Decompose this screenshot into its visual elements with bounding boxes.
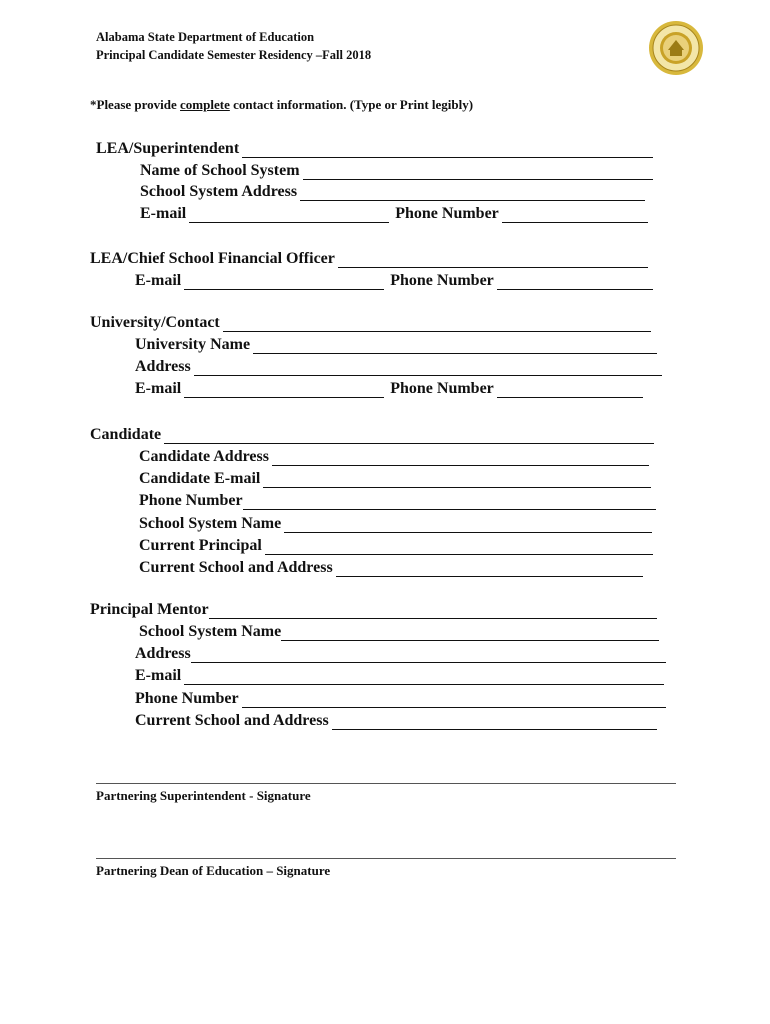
dean-signature-line[interactable] — [96, 858, 676, 859]
lea-superintendent-field[interactable]: LEA/Superintendent — [96, 138, 653, 158]
candidate-email-line[interactable] — [263, 473, 651, 488]
document-header — [96, 28, 371, 64]
candidate-address-field[interactable]: Candidate Address — [139, 446, 649, 466]
cfo-line[interactable] — [338, 253, 648, 268]
candidate-school-address-line[interactable] — [336, 562, 643, 577]
university-address-field[interactable]: Address — [135, 356, 662, 376]
school-system-address-field[interactable]: School System Address — [140, 181, 645, 201]
mentor-address-line[interactable] — [191, 648, 666, 663]
candidate-address-line[interactable] — [272, 451, 649, 466]
lea-phone-line[interactable] — [502, 208, 648, 223]
mentor-phone-field[interactable]: Phone Number — [135, 688, 666, 708]
candidate-field[interactable]: Candidate — [90, 424, 654, 444]
lea-email-field[interactable]: E-mail Phone Number — [140, 203, 648, 223]
cfo-phone-line[interactable] — [497, 275, 653, 290]
cfo-email-field[interactable]: E-mail Phone Number — [135, 270, 653, 290]
university-contact-line[interactable] — [223, 317, 651, 332]
mentor-school-address-field[interactable]: Current School and Address — [135, 710, 657, 730]
candidate-email-field[interactable]: Candidate E-mail — [139, 468, 651, 488]
lea-superintendent-line[interactable] — [242, 143, 653, 158]
candidate-school-system-line[interactable] — [284, 518, 652, 533]
superintendent-signature-line[interactable] — [96, 783, 676, 784]
university-contact-field[interactable]: University/Contact — [90, 312, 651, 332]
candidate-school-address-field[interactable]: Current School and Address — [139, 557, 643, 577]
school-system-name-line[interactable] — [303, 165, 653, 180]
header-department: Alabama State Department of Education — [96, 30, 315, 44]
cfo-field[interactable]: LEA/Chief School Financial Officer — [90, 248, 648, 268]
university-name-field[interactable]: University Name — [135, 334, 657, 354]
university-name-line[interactable] — [253, 339, 657, 354]
lea-email-line[interactable] — [189, 208, 389, 223]
university-email-field[interactable]: E-mail Phone Number — [135, 378, 643, 398]
mentor-field[interactable]: Principal Mentor — [90, 599, 657, 619]
mentor-phone-line[interactable] — [242, 693, 666, 708]
mentor-school-system-field[interactable]: School System Name — [139, 621, 659, 641]
candidate-line[interactable] — [164, 429, 654, 444]
candidate-phone-field[interactable]: Phone Number — [139, 490, 656, 510]
header-program: Principal Candidate Semester Residency –Fall 2018 — [96, 48, 372, 62]
candidate-phone-line[interactable] — [243, 495, 656, 510]
candidate-principal-line[interactable] — [265, 540, 653, 555]
dean-signature-label: Partnering Dean of Education – Signature — [96, 863, 331, 878]
mentor-address-field[interactable]: Address — [135, 643, 666, 663]
school-system-address-line[interactable] — [300, 186, 645, 201]
cfo-email-line[interactable] — [184, 275, 384, 290]
candidate-school-system-field[interactable]: School System Name — [139, 513, 652, 533]
university-phone-line[interactable] — [497, 383, 643, 398]
mentor-school-system-line[interactable] — [281, 626, 659, 641]
mentor-email-field[interactable]: E-mail — [135, 665, 664, 685]
instruction-text: *Please provide complete contact information. (Type or Print legibly) — [90, 97, 474, 112]
university-address-line[interactable] — [194, 361, 662, 376]
mentor-email-line[interactable] — [184, 670, 664, 685]
school-system-name-field[interactable]: Name of School System — [140, 160, 653, 180]
state-seal-icon — [648, 20, 704, 76]
mentor-line[interactable] — [209, 604, 657, 619]
mentor-school-address-line[interactable] — [332, 715, 657, 730]
superintendent-signature-label: Partnering Superintendent - Signature — [96, 788, 311, 803]
university-email-line[interactable] — [184, 383, 384, 398]
candidate-principal-field[interactable]: Current Principal — [139, 535, 653, 555]
